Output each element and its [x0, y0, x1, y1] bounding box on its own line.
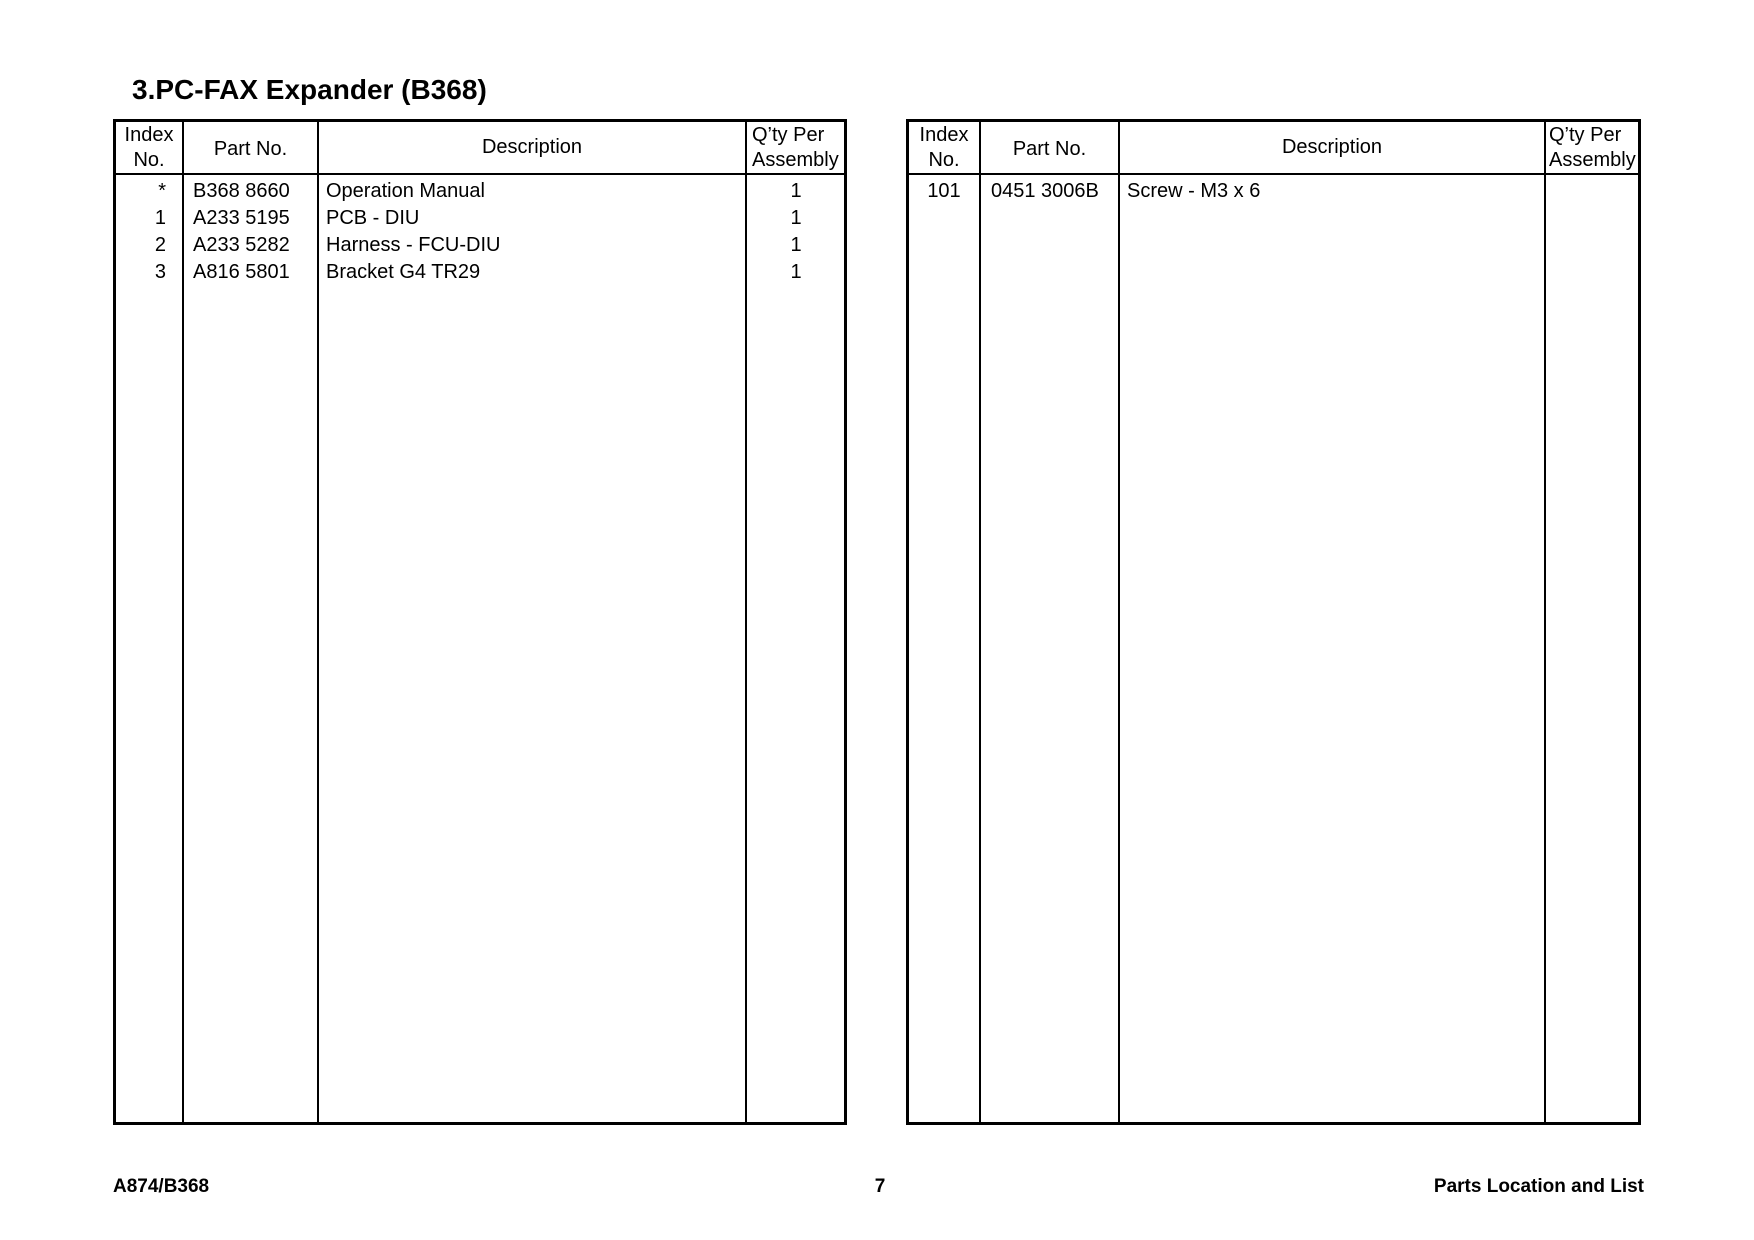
row-index: 1 — [154, 207, 166, 229]
row-description: Screw - M3 x 6 — [1127, 180, 1261, 202]
header-part-no: Part No. — [1012, 138, 1087, 160]
table-row — [116, 232, 844, 259]
footer-model-code: A874/B368 — [113, 1176, 210, 1197]
row-qty: 1 — [790, 180, 802, 202]
row-index: 3 — [154, 261, 166, 283]
row-part-no: A233 5195 — [193, 207, 290, 229]
row-part-no: A233 5282 — [193, 234, 290, 256]
row-description: Harness - FCU-DIU — [326, 234, 501, 256]
row-qty: 1 — [790, 261, 802, 283]
row-description: Operation Manual — [326, 180, 485, 202]
row-part-no: 0451 3006B — [991, 180, 1099, 202]
row-description: Bracket G4 TR29 — [326, 261, 481, 283]
table-row — [909, 178, 1638, 205]
header-divider — [909, 173, 1638, 175]
row-qty: 1 — [790, 234, 802, 256]
header-part-no: Part No. — [213, 138, 288, 160]
header-index-line1: Index — [919, 123, 969, 146]
row-part-no: B368 8660 — [193, 180, 290, 202]
header-divider — [116, 173, 844, 175]
row-index: * — [158, 180, 166, 202]
header-index-line2: No. — [928, 148, 960, 171]
header-qty-line2: Assembly — [752, 148, 839, 171]
header-qty-line1: Q’ty Per — [1549, 123, 1622, 146]
header-index-line2: No. — [133, 148, 165, 171]
column-divider — [1118, 122, 1120, 1122]
table-row — [116, 205, 844, 232]
header-qty-per-assembly — [747, 122, 845, 173]
header-description: Description — [481, 136, 583, 158]
column-divider — [1544, 122, 1546, 1122]
header-index-line1: Index — [124, 123, 174, 146]
row-part-no: A816 5801 — [193, 261, 290, 283]
footer-section-name: Parts Location and List — [1433, 1176, 1644, 1197]
row-index: 101 — [927, 180, 961, 202]
table-row — [116, 259, 844, 286]
page-title: 3.PC-FAX Expander (B368) — [132, 74, 487, 105]
table-row — [116, 178, 844, 205]
header-index-no — [909, 122, 979, 173]
row-description: PCB - DIU — [326, 207, 420, 229]
header-description: Description — [1281, 136, 1383, 158]
header-index-no — [116, 122, 182, 173]
row-qty: 1 — [790, 207, 802, 229]
header-qty-per-assembly — [1546, 122, 1638, 173]
row-qty — [1546, 178, 1638, 205]
column-divider — [979, 122, 981, 1122]
footer-page-number: 7 — [874, 1176, 886, 1197]
right-parts-table — [906, 119, 1641, 1125]
row-index: 2 — [154, 234, 166, 256]
header-qty-line2: Assembly — [1549, 148, 1636, 171]
left-parts-table — [113, 119, 847, 1125]
header-qty-line1: Q’ty Per — [752, 123, 825, 146]
